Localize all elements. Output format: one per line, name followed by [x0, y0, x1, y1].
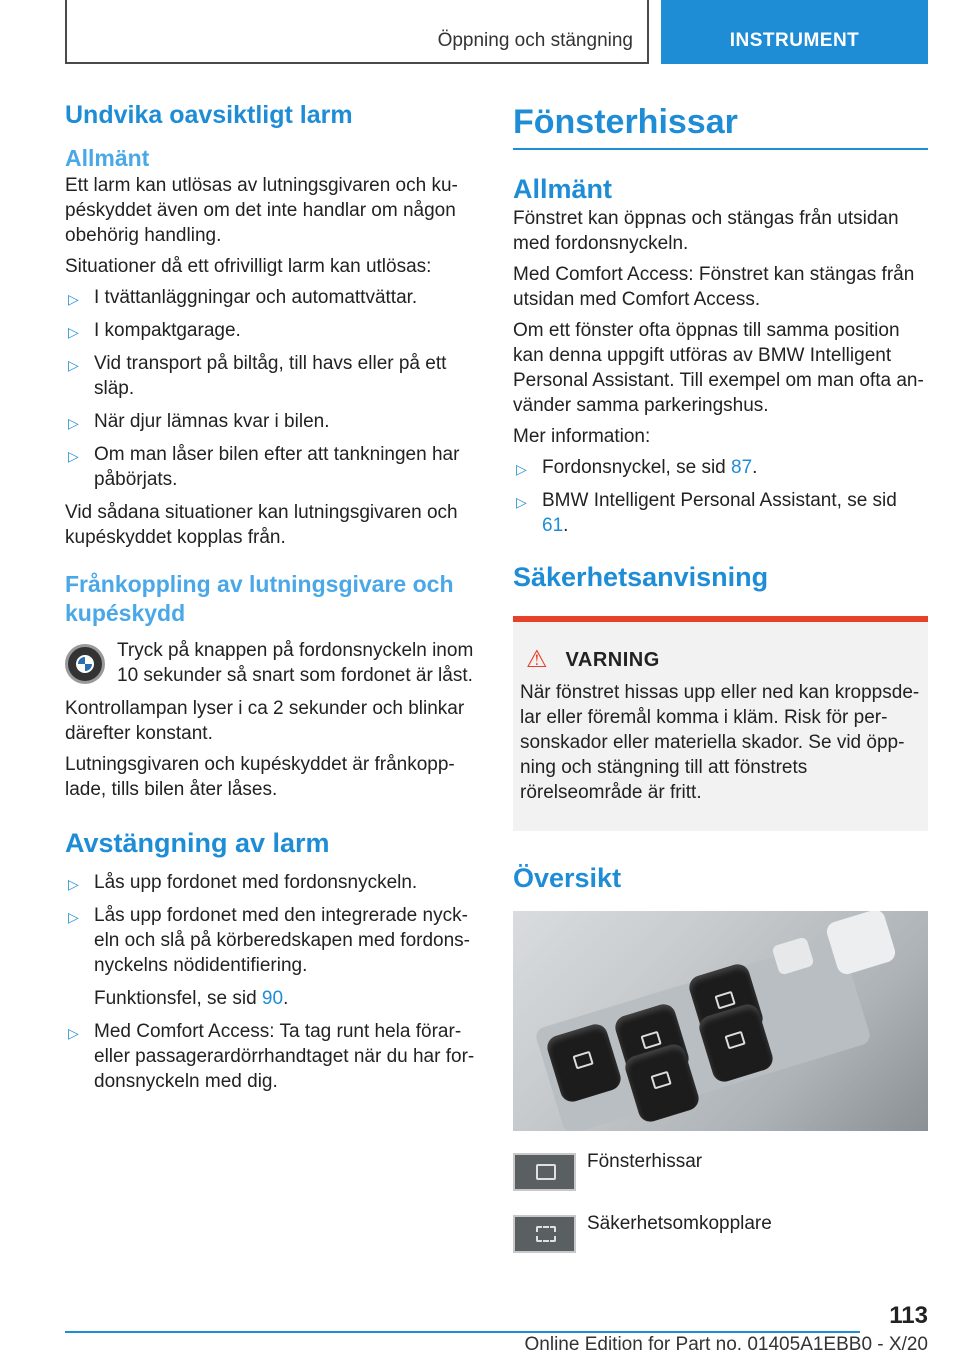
- warning-box: [513, 616, 928, 831]
- subheading-disconnect: Frånkoppling av lutningsgivare och kupéskydd: [65, 571, 454, 626]
- malfunction-reference: Funktionsfel, se sid 90.: [94, 988, 289, 1009]
- section-title: Öppning och stängning: [437, 30, 633, 51]
- page-link-87[interactable]: 87: [731, 457, 753, 478]
- list-item: ▷ Lås upp fordonet med den integrerade nyck-eln och slå på körberedskapen med fordons-nyckelns nödidentifiering.: [68, 905, 471, 976]
- subheading-general: Allmänt: [65, 145, 150, 171]
- paragraph: Vid sådana situationer kan lutningsgivaren och kupéskyddet kopplas från.: [65, 502, 458, 548]
- window-switch-photo: [513, 911, 928, 1131]
- triangle-bullet-icon: ▷: [68, 876, 79, 892]
- chapter-tab-label: INSTRUMENT: [729, 30, 860, 51]
- legend-item-window-lifts: [513, 1149, 928, 1209]
- warning-header: [520, 648, 920, 672]
- warning-label: VARNING: [565, 648, 660, 671]
- paragraph: Fönstret kan öppnas och stängas från utsidan med fordonsnyckeln.: [513, 208, 899, 254]
- triangle-bullet-icon: ▷: [68, 909, 79, 925]
- legend-label: Säkerhetsomkopplare: [587, 1213, 772, 1234]
- section-heading-window-lifts: Fönsterhissar: [513, 103, 738, 141]
- section-heading-avoid-alarm: Undvika oavsiktligt larm: [65, 101, 353, 129]
- paragraph: Med Comfort Access: Fönstret kan stängas från utsidan med Comfort Access.: [513, 264, 915, 310]
- paragraph: Om ett fönster ofta öppnas till samma position kan denna uppgift utföras av BMW Intelligent Personal Assistant. Till exempel om man ofta an-vänder samma parkeringshus.: [513, 320, 924, 416]
- list-item: ▷ Med Comfort Access: Ta tag runt hela förar- eller passagerardörrhandtaget när du har for-donsnyckeln med dig.: [68, 1021, 475, 1092]
- triangle-bullet-icon: ▷: [68, 448, 79, 464]
- page-header: [65, 0, 928, 64]
- list-item: ▷ Fordonsnyckel, se sid 87.: [513, 455, 928, 480]
- triangle-bullet-icon: ▷: [68, 1025, 79, 1041]
- alarm-off-list: [65, 870, 477, 978]
- page-number: 113: [889, 1302, 928, 1329]
- footer-divider: [65, 1331, 860, 1333]
- list-item: ▷ Lås upp fordonet med fordonsnyckeln.: [65, 870, 477, 895]
- triangle-bullet-icon: ▷: [68, 357, 79, 373]
- triangle-bullet-icon: ▷: [68, 291, 79, 307]
- list-item: ▷ BMW Intelligent Personal Assistant, se sid 61.: [516, 490, 897, 536]
- situations-list: [65, 285, 477, 492]
- list-item: ▷ Vid transport på biltåg, till havs eller på ett släp.: [68, 353, 447, 399]
- triangle-bullet-icon: ▷: [68, 324, 79, 340]
- page-link-90[interactable]: 90: [261, 988, 284, 1009]
- subheading-overview: Översikt: [513, 863, 622, 893]
- chapter-tab[interactable]: [661, 0, 928, 64]
- triangle-bullet-icon: ▷: [516, 461, 527, 477]
- legend-label: Fönsterhissar: [587, 1151, 703, 1172]
- alarm-off-list-continued: [65, 1019, 477, 1094]
- subheading-safety: Säkerhetsanvisning: [513, 562, 769, 592]
- list-item: ▷ I kompaktgarage.: [65, 318, 477, 343]
- key-instruction: [65, 638, 477, 690]
- paragraph: Situationer då ett ofrivilligt larm kan utlösas:: [65, 256, 432, 277]
- warning-text: När fönstret hissas upp eller ned kan kroppsde-lar eller föremål komma i kläm. Risk för per-sonskador eller materiella skador. Se vid öpp-ning och stängning till att fönstrets rörelseområde är fritt.: [520, 682, 920, 803]
- key-instruction-text: Tryck på knappen på fordonsnyckeln inom 10 sekunder så snart som fordonet är låst.: [117, 640, 474, 686]
- subheading-alarm-off: Avstängning av larm: [65, 828, 330, 858]
- triangle-bullet-icon: ▷: [516, 494, 527, 510]
- list-item: ▷ Om man låser bilen efter att tankningen har påbörjats.: [68, 444, 460, 490]
- triangle-bullet-icon: ▷: [68, 415, 79, 431]
- paragraph: Lutningsgivaren och kupéskyddet är frånkopp-lade, tills bilen åter låses.: [65, 754, 455, 800]
- heading-divider: [513, 148, 928, 150]
- section-header: [65, 0, 649, 64]
- page-link-61[interactable]: 61: [542, 515, 564, 536]
- window-lift-icon: [513, 1153, 576, 1191]
- paragraph: Kontrollampan lyser i ca 2 sekunder och blinkar därefter konstant.: [65, 698, 465, 744]
- edition-footer: Online Edition for Part no. 01405A1EBB0 - X/20: [524, 1334, 928, 1355]
- left-column: [65, 100, 477, 1102]
- safety-switch-icon: [513, 1215, 576, 1253]
- bmw-key-button-icon: [65, 644, 105, 684]
- list-item: ▷ När djur lämnas kvar i bilen.: [65, 409, 477, 434]
- warning-triangle-icon: ⚠: [526, 646, 548, 673]
- subheading-general: Allmänt: [513, 174, 613, 204]
- paragraph: Ett larm kan utlösas av lutningsgivaren och ku-péskyddet även om det inte handlar om någon obehörig handling.: [65, 175, 458, 246]
- info-list: [513, 455, 928, 538]
- right-column: [513, 100, 928, 1271]
- paragraph: Mer information:: [513, 426, 651, 447]
- legend-item-safety-switch: [513, 1211, 928, 1271]
- list-item: ▷ I tvättanläggningar och automattvättar.: [65, 285, 477, 310]
